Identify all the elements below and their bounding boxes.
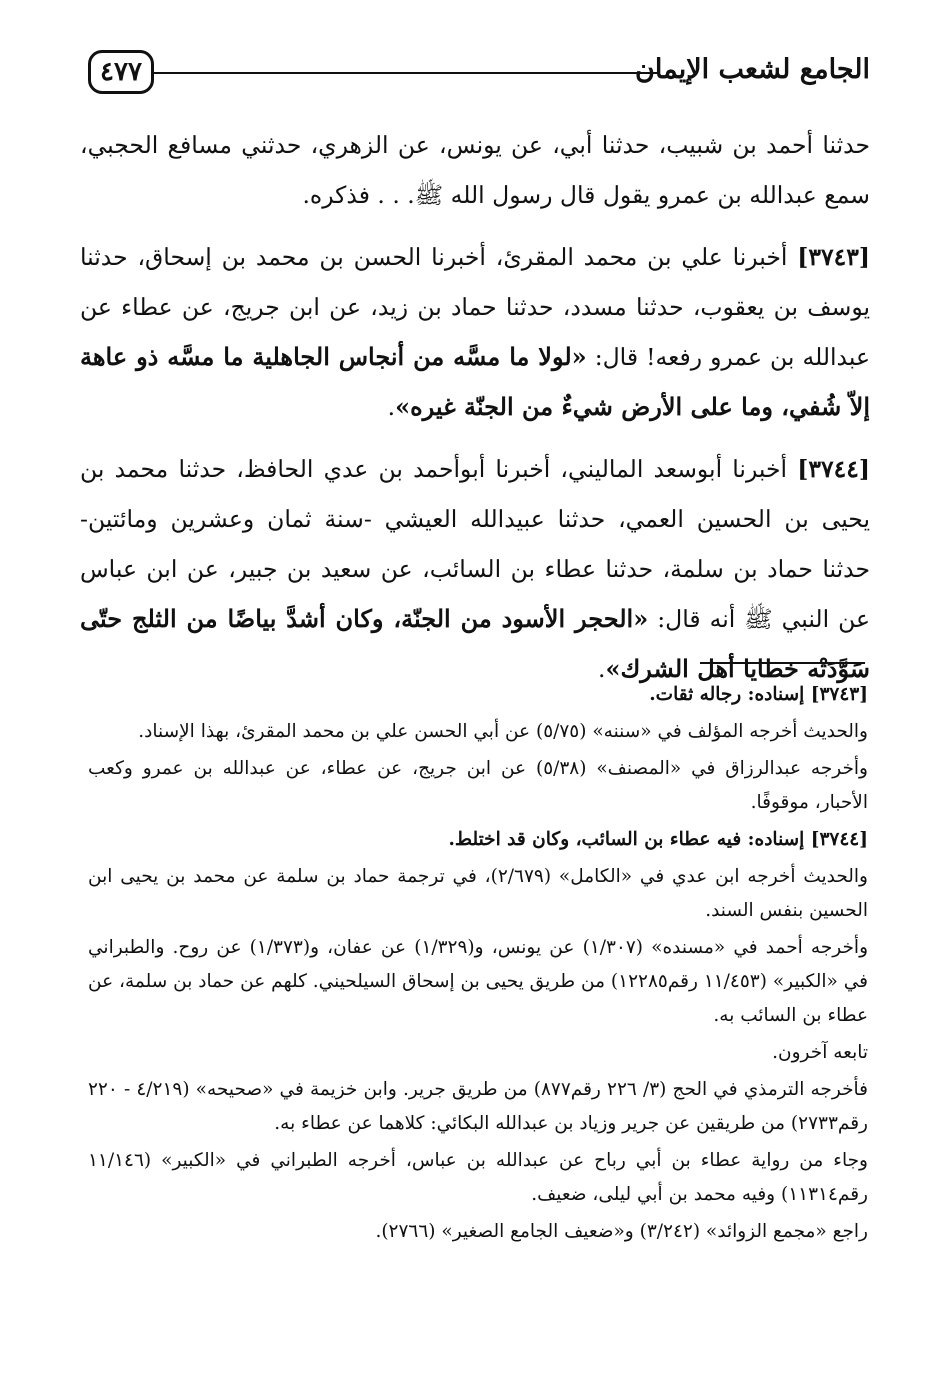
hadith-matn: «لولا ما مسَّه من أنجاس الجاهلية ما مسَّه ذو عاهة إلاّ شُفي، وما على الأرض شيءٌ من الجنّة غيره» xyxy=(80,342,870,421)
footnote-line: وجاء من رواية عطاء بن أبي رباح عن عبدالله بن عباس، أخرجه الطبراني في «الكبير» (١١/١٤٦ رقم١١٣١٤) وفيه محمد بن أبي ليلى، ضعيف. xyxy=(88,1150,868,1205)
footnote-line: والحديث أخرجه المؤلف في «سننه» (٥/٧٥) عن أبي الحسن علي بن محمد المقرئ، بهذا الإسناد. xyxy=(138,721,868,742)
paragraph-isnad-continuation xyxy=(80,120,870,220)
hadith-number: [٣٧٤٣] xyxy=(797,243,870,271)
footnote-line: وأخرجه أحمد في «مسنده» (١/٣٠٧) عن يونس، و(١/٣٢٩) عن عفان، و(١/٣٧٣) عن روح. والطبراني في «الكبير» (١١/٤٥٣ رقم١٢٢٨٥) من طريق يحيى بن إسحاق السيلحيني. كلهم عن حماد بن سلمة، عن عطاء بن السائب به. xyxy=(88,937,869,1026)
book-title: الجامع لشعب الإيمان xyxy=(635,54,870,85)
header-rule xyxy=(154,72,658,74)
footnote-line: تابعه آخرون. xyxy=(772,1042,868,1063)
running-header xyxy=(88,46,870,98)
hadith-isnad: أخبرنا علي بن محمد المقرئ، أخبرنا الحسن بن محمد بن إسحاق، حدثنا يوسف بن يعقوب، حدثنا مسدد، حدثنا حماد بن زيد، عن ابن جريج، عن عطاء عن عبدالله بن عمرو رفعه! قال: xyxy=(80,243,870,371)
footnote-line: والحديث أخرجه ابن عدي في «الكامل» (٢/٦٧٩)، في ترجمة حماد بن سلمة عن محمد بن يحيى ابن الحسين بنفس السند. xyxy=(88,866,868,921)
footnote-line: وأخرجه عبدالرزاق في «المصنف» (٥/٣٨) عن ابن جريج، عن عطاء، عن عبدالله بن عمرو وكعب الأحبار، موقوفًا. xyxy=(88,758,868,813)
paragraph-text: حدثنا أحمد بن شبيب، حدثنا أبي، عن يونس، عن الزهري، حدثني مسافع الحجبي، سمع عبدالله بن عمرو يقول قال رسول الله ﷺ. . . فذكره. xyxy=(80,131,870,209)
hadith-3743 xyxy=(80,232,870,432)
footnote-line: راجع «مجمع الزوائد» (٣/٢٤٢) و«ضعيف الجامع الصغير» (٢٧٦٦). xyxy=(375,1221,868,1242)
footnote-heading-3743: [٣٧٤٣] إسناده: رجاله ثقات. xyxy=(649,684,868,705)
footnote-heading-3744: [٣٧٤٤] إسناده: فيه عطاء بن السائب، وكان قد اختلط. xyxy=(448,829,868,850)
hadith-end: . xyxy=(597,655,606,683)
footnotes xyxy=(88,678,868,1252)
hadith-number: [٣٧٤٤] xyxy=(797,455,870,483)
hadith-end: . xyxy=(387,393,396,421)
footnote-line: فأخرجه الترمذي في الحج (٣/ ٢٢٦ رقم٨٧٧) من طريق جرير. وابن خزيمة في «صحيحه» (٤/٢١٩ - ٢٢٠ رقم٢٧٣٣) من طريقين عن جرير وزياد بن عبدالله البكائي: كلاهما عن عطاء به. xyxy=(88,1079,868,1134)
hadith-isnad: أخبرنا أبوسعد الماليني، أخبرنا أبوأحمد بن عدي الحافظ، حدثنا محمد بن يحيى بن الحسين العمي، حدثنا عبيدالله العيشي -سنة ثمان وعشرين ومائتين- حدثنا حماد بن سلمة، حدثنا عطاء بن السائب، عن سعيد بن جبير، عن ابن عباس عن النبي ﷺ أنه قال: xyxy=(80,455,871,633)
hadith-matn: «الحجر الأسود من الجنّة، وكان أشدَّ بياضًا من الثلج حتّى سَوَّدَتْه خطايا أهل الشرك» xyxy=(80,604,870,683)
main-text xyxy=(80,120,870,706)
page-number: ٤٧٧ xyxy=(88,50,154,94)
hadith-3744 xyxy=(80,444,870,694)
footnote-separator xyxy=(700,662,865,664)
